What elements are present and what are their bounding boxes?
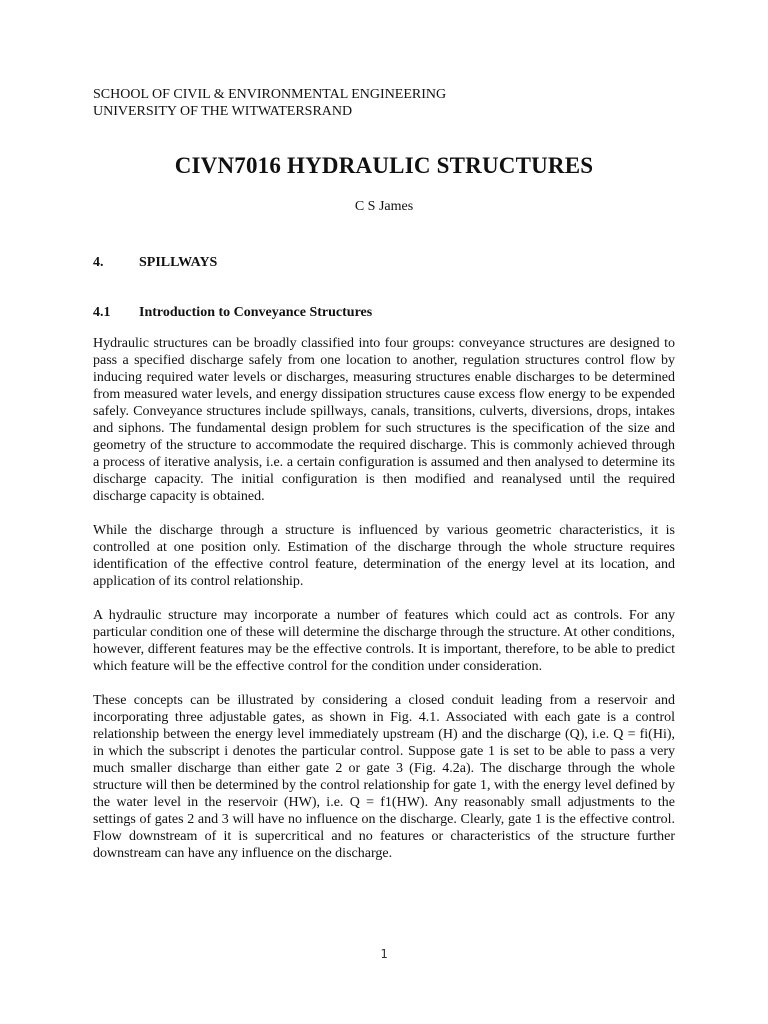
paragraph-3: A hydraulic structure may incorporate a number of features which could act as controls. For any particular condition one of these will determine the discharge through the structure. At other conditions, however, different features may be the effective controls. It is important, therefore, to be able to predict which feature will be the effective control for the condition under consideration. bbox=[93, 608, 675, 674]
author: C S James bbox=[354, 199, 414, 214]
section-heading bbox=[93, 255, 675, 271]
section-title: SPILLWAYS bbox=[139, 255, 218, 270]
section-number: 4. bbox=[93, 255, 104, 270]
paragraph-1: Hydraulic structures can be broadly classified into four groups: conveyance structures are designed to pass a specified discharge safely from one location to another, regulation structures control flow by inducing required water levels or discharges, measuring structures enable discharges to be determined from measured water levels, and energy dissipation structures cause excess flow energy to be expended safely. Conveyance structures include spillways, canals, transitions, culverts, diversions, drops, intakes and siphons. The fundamental design problem for such structures is the specification of the size and geometry of the structure to accommodate the required discharge. This is commonly achieved through a process of iterative analysis, i.e. a certain configuration is assumed and then analysed to determine its discharge capacity. The initial configuration is then modified and reanalysed until the required discharge capacity is obtained. bbox=[93, 336, 675, 504]
paragraph-4: These concepts can be illustrated by considering a closed conduit leading from a reservoir and incorporating three adjustable gates, as shown in Fig. 4.1. Associated with each gate is a control relationship between the energy level immediately upstream (H) and the discharge (Q), i.e. Q = fi(Hi), in which the subscript i denotes the particular control. Suppose gate 1 is set to be able to pass a very much smaller discharge than either gate 2 or gate 3 (Fig. 4.2a). The discharge through the whole structure will then be determined by the control relationship for gate 1, with the energy level defined by the water level in the reservoir (HW), i.e. Q = f1(HW). Any reasonably small adjustments to the settings of gates 2 and 3 will have no influence on the discharge. Clearly, gate 1 is the effective control. Flow downstream of it is supercritical and no features or characteristics of the structure further downstream can have any influence on the discharge. bbox=[93, 693, 675, 861]
subsection-number: 4.1 bbox=[93, 305, 111, 320]
page-number: 1 bbox=[380, 947, 388, 961]
document-title: CIVN7016 HYDRAULIC STRUCTURES bbox=[174, 153, 594, 178]
subsection-title: Introduction to Conveyance Structures bbox=[139, 305, 373, 320]
subsection-heading bbox=[93, 305, 675, 321]
school-name: SCHOOL OF CIVIL & ENVIRONMENTAL ENGINEERING bbox=[93, 87, 447, 102]
paragraph-2: While the discharge through a structure is influenced by various geometric characteristics, it is controlled at one position only. Estimation of the discharge through the whole structure requires identification of the effective control feature, determination of the energy level at its location, and application of its control relationship. bbox=[93, 523, 675, 589]
document-page bbox=[93, 86, 675, 862]
university-name: UNIVERSITY OF THE WITWATERSRAND bbox=[93, 104, 353, 119]
